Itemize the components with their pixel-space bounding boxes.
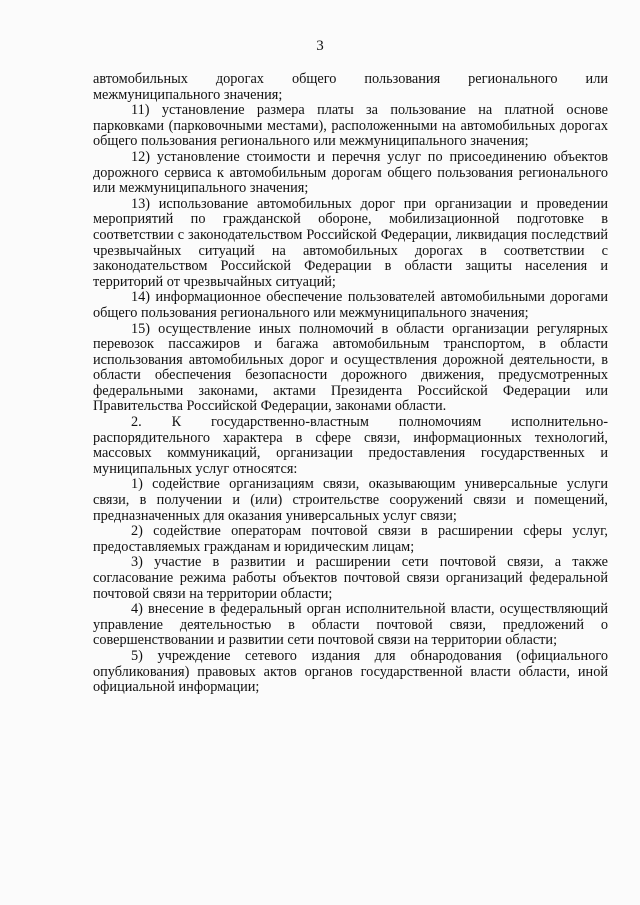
- paragraph-item-5: 5) учреждение сетевого издания для обнародования (официального опубликования) правовых актов органов государственной власти области, иной официальной информации;: [93, 647, 608, 696]
- document-body: [93, 72, 608, 696]
- paragraph-item-12: 12) установление стоимости и перечня услуг по присоединению объектов дорожного сервиса к автомобильным дорогам общего пользования регионального или межмуниципального значения;: [93, 148, 608, 197]
- paragraph-item-3: 3) участие в развитии и расширении сети почтовой связи, а также согласование режима работы объектов почтовой связи организаций федеральной почтовой связи на территории области;: [93, 554, 608, 602]
- page-number: 3: [316, 38, 324, 54]
- paragraph-item-13: 13) использование автомобильных дорог при организации и проведении мероприятий по гражданской обороне, мобилизационной подготовке в соответствии с законодательством Российской Федерации, ликвидация последствий чрезвычайных ситуаций на автомобильных дорогах в соответствии с законодательством Российской Федерации в области защиты населения и территорий от чрезвычайных ситуаций;: [93, 195, 608, 290]
- paragraph-item-11: 11) установление размера платы за пользование на платной основе парковками (парковочными местами), расположенными на автомобильных дорогах общего пользования регионального или межмуниципального значения;: [93, 102, 608, 150]
- paragraph-continuation: автомобильных дорогах общего пользования регионального или межмуниципального значения;: [93, 71, 608, 103]
- paragraph-item-14: 14) информационное обеспечение пользователей автомобильными дорогами общего пользования регионального или межмуниципального значения;: [93, 289, 608, 321]
- paragraph-item-1: 1) содействие организациям связи, оказывающим универсальные услуги связи, в получении и (или) строительстве сооружений связи и помещений, предназначенных для оказания универсальных услуг связи;: [93, 476, 608, 524]
- paragraph-item-4: 4) внесение в федеральный орган исполнительной власти, осуществляющий управление деятельностью в области почтовой связи, предложений о совершенствовании и развитии сети почтовой связи на территории области;: [93, 601, 608, 649]
- paragraph-item-15: 15) осуществление иных полномочий в области организации регулярных перевозок пассажиров и багажа автомобильным транспортом, в области использования автомобильных дорог и осуществления дорожной деятельности, в области обеспечения безопасности дорожного движения, предусмотренных федеральными законами, актами Президента Российской Федерации или Правительства Российской Федерации, законами области.: [93, 320, 608, 415]
- paragraph-item-2: 2) содействие операторам почтовой связи в расширении сферы услуг, предоставляемых гражданам и юридическим лицам;: [93, 523, 608, 555]
- paragraph-section-2: 2. К государственно-властным полномочиям исполнительно-распорядительного характера в сфере связи, информационных технологий, массовых коммуникаций, организации предоставления государственных и муниципальных услуг относятся:: [93, 414, 608, 477]
